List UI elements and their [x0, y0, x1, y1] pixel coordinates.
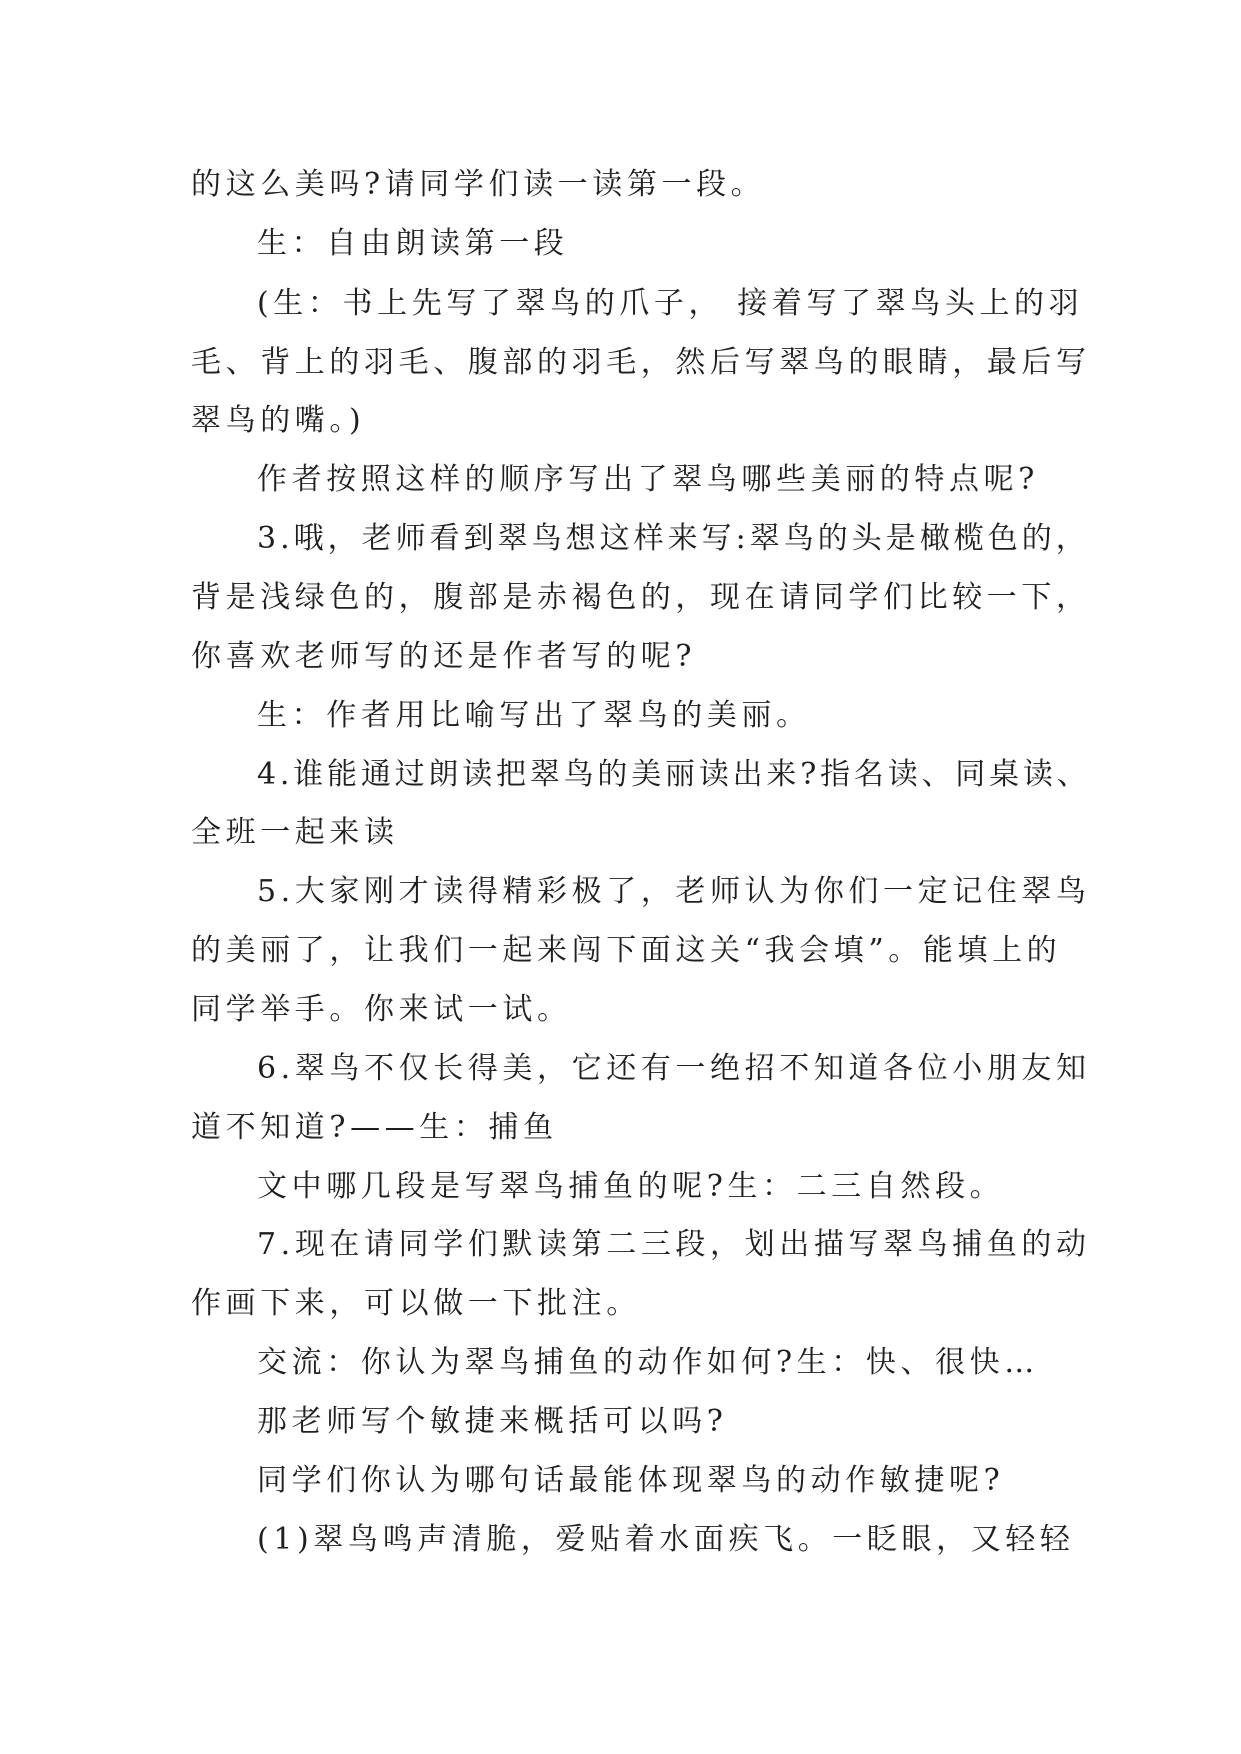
text-line: 6.翠鸟不仅长得美，它还有一绝招不知道各位小朋友知	[257, 1051, 1091, 1086]
text-line: (生：书上先写了翠鸟的爪子， 接着写了翠鸟头上的羽	[257, 286, 1084, 321]
text-line: 4.谁能通过朗读把翠鸟的美丽读出来?指名读、同桌读、	[257, 757, 1091, 792]
text-line: 翠鸟的嘴。)	[191, 403, 366, 438]
text-line: 3.哦，老师看到翠鸟想这样来写:翠鸟的头是橄榄色的，	[257, 521, 1090, 556]
text-line: 7.现在请同学们默读第二三段，划出描写翠鸟捕鱼的动	[257, 1227, 1091, 1262]
text-line: 同学们你认为哪句话最能体现翠鸟的动作敏捷呢?	[257, 1463, 1005, 1498]
text-line: 生：作者用比喻写出了翠鸟的美丽。	[257, 698, 811, 733]
text-line: 全班一起来读	[191, 815, 399, 850]
text-line: 文中哪几段是写翠鸟捕鱼的呢?生：二三自然段。	[257, 1169, 1005, 1204]
text-line: 同学举手。你来试一试。	[191, 992, 572, 1027]
text-line: 道不知道?——生：捕鱼	[191, 1110, 558, 1145]
text-line: 你喜欢老师写的还是作者写的呢?	[191, 639, 697, 674]
text-line: 5.大家刚才读得精彩极了，老师认为你们一定记住翠鸟	[257, 874, 1091, 909]
text-line: 作画下来，可以做一下批注。	[191, 1286, 641, 1321]
text-line: 生：自由朗读第一段	[257, 226, 569, 261]
text-line: 交流：你认为翠鸟捕鱼的动作如何?生：快、很快…	[257, 1345, 1039, 1380]
text-line: 背是浅绿色的，腹部是赤褐色的，现在请同学们比较一下，	[191, 580, 1091, 615]
text-line: 那老师写个敏捷来概括可以吗?	[257, 1404, 728, 1439]
text-line: 的这么美吗?请同学们读一读第一段。	[191, 167, 766, 202]
text-line: 毛、背上的羽毛、腹部的羽毛，然后写翠鸟的眼睛，最后写	[191, 345, 1091, 380]
text-line: (1)翠鸟鸣声清脆，爱贴着水面疾飞。一眨眼，又轻轻	[257, 1522, 1075, 1557]
text-line: 作者按照这样的顺序写出了翠鸟哪些美丽的特点呢?	[257, 462, 1039, 497]
text-line: 的美丽了，让我们一起来闯下面这关“我会填”。能填上的	[191, 933, 1062, 968]
